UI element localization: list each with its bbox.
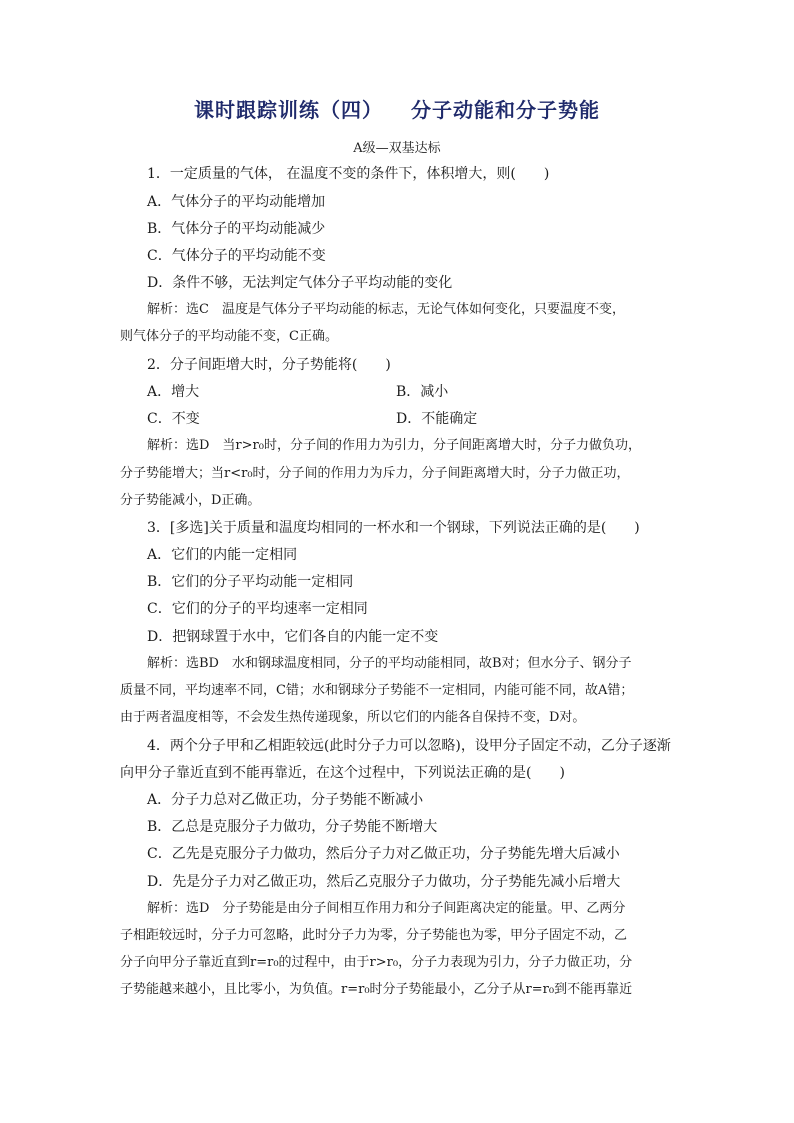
q2-explanation-1: 解析：选D 当r>r₀时，分子间的作用力为引力，分子间距离增大时，分子力做负功，: [147, 438, 641, 453]
q4-stem-1: 4．两个分子甲和乙相距较远(此时分子力可以忽略)，设甲分子固定不动，乙分子逐渐: [147, 738, 671, 754]
q3-explanation-2: 质量不同，平均速率不同，C错；水和钢球分子势能不一定相同，内能可能不同，故A错；: [120, 683, 634, 698]
q3-stem: 3．[多选]关于质量和温度均相同的一杯水和一个钢球，下列说法正确的是( ): [147, 520, 640, 536]
q1-option-a: A．气体分子的平均动能增加: [147, 194, 326, 210]
q1-option-b: B．气体分子的平均动能减少: [147, 221, 326, 237]
q4-explanation-3: 分子向甲分子靠近直到r=r₀的过程中，由于r>r₀，分子力表现为引力，分子力做正功，分: [120, 955, 633, 970]
q1-stem: 1．一定质量的气体， 在温度不变的条件下，体积增大，则( ): [147, 166, 550, 182]
q3-option-a: A．它们的内能一定相同: [147, 547, 298, 563]
q2-stem: 2．分子间距增大时，分子势能将( ): [147, 357, 391, 373]
title-main: 课时跟踪训练（四）: [194, 98, 383, 122]
q4-stem-2: 向甲分子靠近直到不能再靠近，在这个过程中，下列说法正确的是( ): [120, 765, 565, 781]
q2-explanation-3: 分子势能减小，D正确。: [120, 493, 261, 508]
q4-option-a: A．分子力总对乙做正功，分子势能不断减小: [147, 792, 424, 808]
q4-explanation-2: 子相距较远时，分子力可忽略，此时分子力为零，分子势能也为零，甲分子固定不动，乙: [120, 928, 628, 943]
q3-explanation-3: 由于两者温度相等，不会发生热传递现象，所以它们的内能各自保持不变，D对。: [120, 710, 586, 725]
q4-option-c: C．乙先是克服分子力做功，然后分子力对乙做正功，分子势能先增大后减小: [147, 846, 620, 862]
q3-option-d: D．把钢球置于水中，它们各自的内能一定不变: [147, 629, 439, 645]
level-heading: A级—双基达标: [353, 141, 441, 156]
page-title: [0, 94, 794, 123]
q4-option-b: B．乙总是克服分子力做功，分子势能不断增大: [147, 819, 438, 835]
q3-explanation-1: 解析：选BD 水和钢球温度相同，分子的平均动能相同，故B对；但水分子、钢分子: [147, 656, 632, 671]
q4-option-d: D．先是分子力对乙做正功，然后乙克服分子力做功，分子势能先减小后增大: [147, 874, 621, 890]
q1-explanation-1: 解析：选C 温度是气体分子平均动能的标志，无论气体如何变化，只要温度不变，: [147, 302, 625, 317]
q1-option-c: C．气体分子的平均动能不变: [147, 248, 326, 264]
q1-option-d: D．条件不够，无法判定气体分子平均动能的变化: [147, 275, 453, 291]
q3-option-b: B．它们的分子平均动能一定相同: [147, 574, 354, 590]
q2-option-b: B．减小: [396, 384, 449, 400]
q2-explanation-2: 分子势能增大；当r<r₀时，分子间的作用力为斥力，分子间距离增大时，分子力做正功，: [120, 466, 630, 481]
q1-explanation-2: 则气体分子的平均动能不变，C正确。: [120, 329, 338, 344]
q4-explanation-1: 解析：选D 分子势能是由分子间相互作用力和分子间距离决定的能量。甲、乙两分: [147, 901, 626, 916]
title-sub: 分子动能和分子势能: [411, 98, 600, 122]
q2-option-d: D．不能确定: [396, 411, 478, 427]
q2-option-a: A．增大: [147, 384, 200, 400]
q2-option-c: C．不变: [147, 411, 200, 427]
q4-explanation-4: 子势能越来越小，且比零小，为负值。r=r₀时分子势能最小，乙分子从r=r₀到不能再靠近: [120, 982, 633, 997]
q3-option-c: C．它们的分子的平均速率一定相同: [147, 601, 368, 617]
